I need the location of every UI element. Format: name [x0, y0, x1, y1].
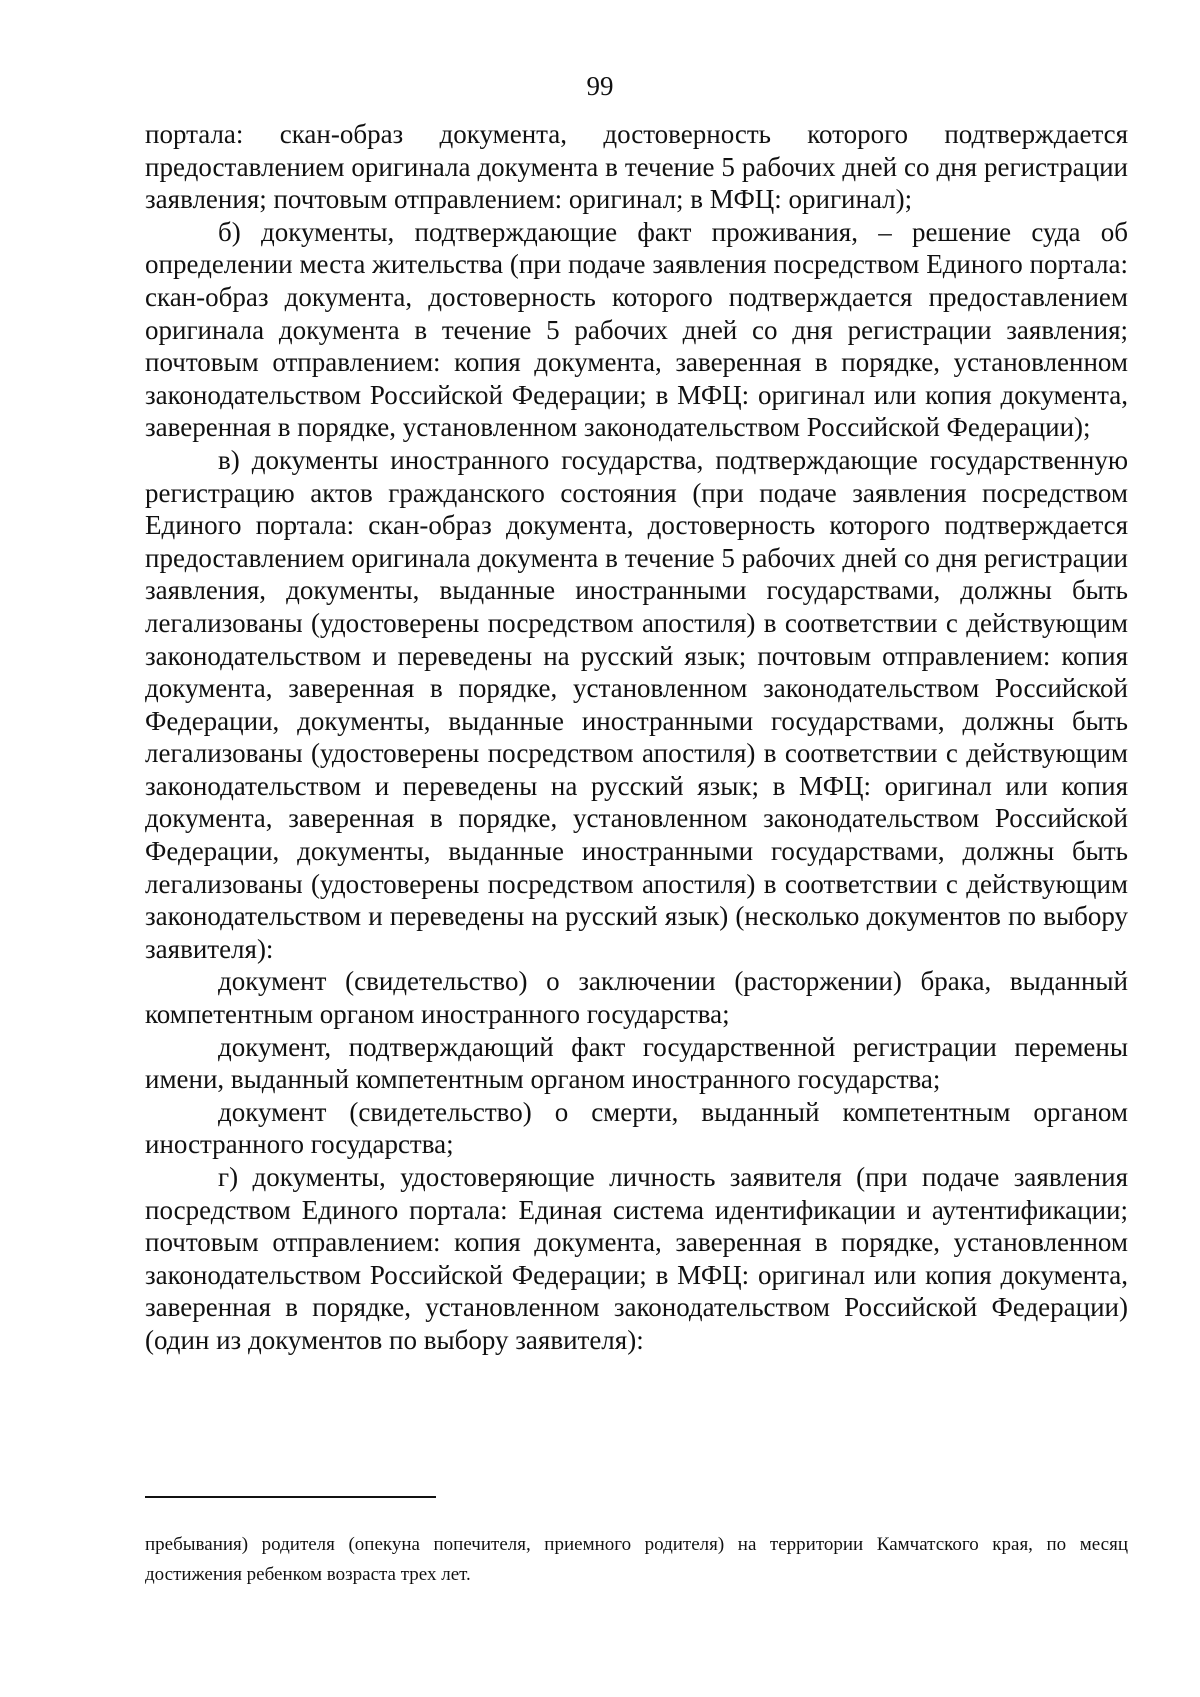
paragraph-item-b: б) документы, подтверждающие факт проживания, – решение суда об определении места жительства (при подаче заявления посредством Единого портала: скан-образ документа, достоверность которого подтверждается предоставлением оригинала документа в течение 5 рабочих дней со дня регистрации заявления; почтовым отправлением: копия документа, заверенная в порядке, установленном законодательством Российской Федерации; в МФЦ: оригинал или копия документа, заверенная в порядке, установленном законодательством Российской Федерации);: [145, 216, 1128, 443]
paragraph-item-g: г) документы, удостоверяющие личность заявителя (при подаче заявления посредством Единого портала: Единая система идентификации и аутентификации; почтовым отправлением: копия документа, заверенная в порядке, установленном законодательством Российской Федерации; в МФЦ: оригинал или копия документа, заверенная в порядке, установленном законодательством Российской Федерации) (один из документов по выбору заявителя):: [145, 1162, 1128, 1355]
paragraph-marriage-certificate: документ (свидетельство) о заключении (расторжении) брака, выданный компетентным органом иностранного государства;: [145, 966, 1128, 1030]
body-text: [145, 118, 1128, 1357]
footnote-text: пребывания) родителя (опекуна попечителя, приемного родителя) на территории Камчатского края, по месяц достижения ребенком возраста трех лет.: [145, 1534, 1128, 1585]
footnote-divider: [145, 1496, 436, 1498]
footnote: [145, 1530, 1128, 1590]
paragraph-item-v: в) документы иностранного государства, подтверждающие государственную регистрацию актов гражданского состояния (при подаче заявления посредством Единого портала: скан-образ документа, достоверность которого подтверждается предоставлением оригинала документа в течение 5 рабочих дней со дня регистрации заявления, документы, выданные иностранными государствами, должны быть легализованы (удостоверены посредством апостиля) в соответствии с действующим законодательством и переведены на русский язык; почтовым отправлением: копия документа, заверенная в порядке, установленном законодательством Российской Федерации, документы, выданные иностранными государствами, должны быть легализованы (удостоверены посредством апостиля) в соответствии с действующим законодательством и переведены на русский язык; в МФЦ: оригинал или копия документа, заверенная в порядке, установленном законодательством Российской Федерации, документы, выданные иностранными государствами, должны быть легализованы (удостоверены посредством апостиля) в соответствии с действующим законодательством и переведены на русский язык) (несколько документов по выбору заявителя):: [145, 444, 1128, 964]
paragraph-name-change: документ, подтверждающий факт государственной регистрации перемены имени, выданный компетентным органом иностранного государства;: [145, 1031, 1128, 1095]
paragraph-death-certificate: документ (свидетельство) о смерти, выданный компетентным органом иностранного государства;: [145, 1096, 1128, 1160]
paragraph-portal-continuation: портала: скан-образ документа, достоверность которого подтверждается предоставлением оригинала документа в течение 5 рабочих дней со дня регистрации заявления; почтовым отправлением: оригинал; в МФЦ: оригинал);: [145, 119, 1128, 215]
page-number: 99: [586, 71, 614, 101]
